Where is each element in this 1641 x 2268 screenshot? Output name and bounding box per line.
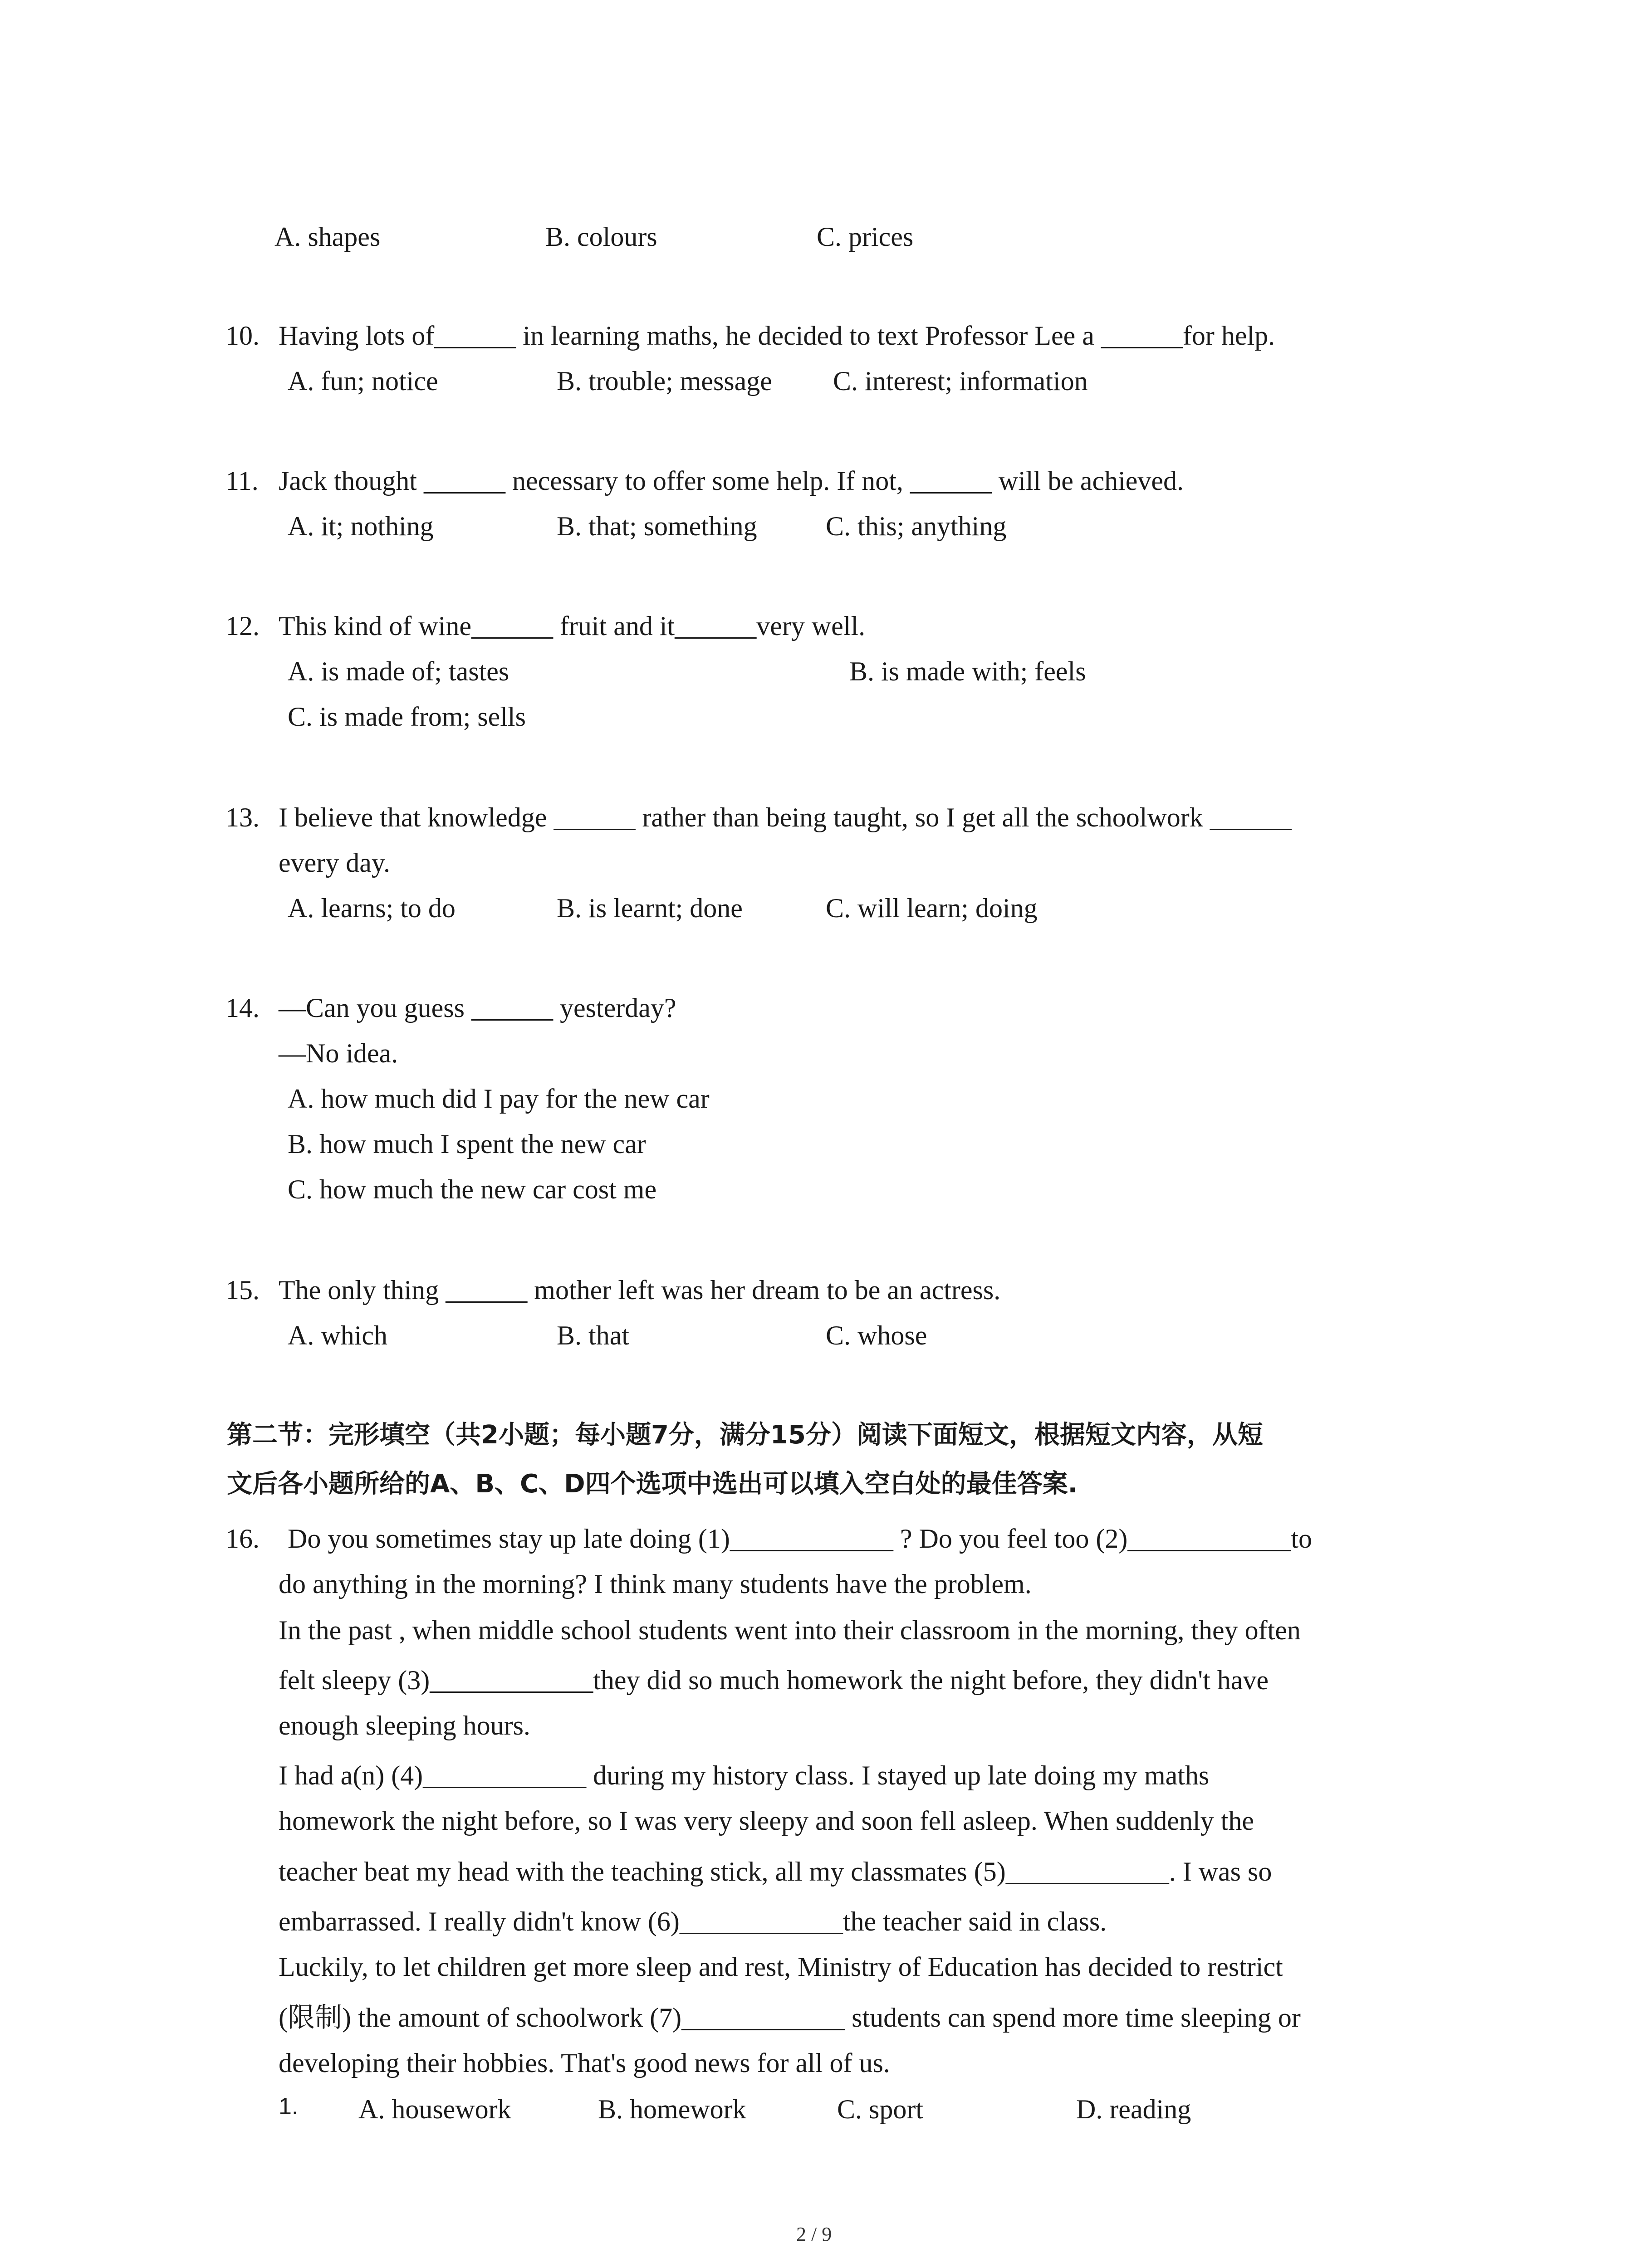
q9-option-c: C. prices	[817, 222, 914, 252]
q16-passage-line: developing their hobbies. That's good news for all of us.	[279, 2048, 890, 2078]
q16-passage-line: do anything in the morning? I think many students have the problem.	[279, 1569, 1032, 1599]
q10-option-c: C. interest; information	[833, 366, 1088, 396]
q16-passage-line: Do you sometimes stay up late doing (1)____________ ? Do you feel too (2)____________to	[288, 1524, 1313, 1554]
q16-passage-line: embarrassed. I really didn't know (6)____________the teacher said in class.	[279, 1906, 1107, 1936]
q15-stem: The only thing ______ mother left was her dream to be an actress.	[279, 1275, 1001, 1305]
q10-stem: Having lots of______ in learning maths, he decided to text Professor Lee a ______for help.	[279, 321, 1275, 351]
q15-option-c: C. whose	[826, 1320, 927, 1350]
q14-option-c: C. how much the new car cost me	[288, 1174, 657, 1204]
q13-option-b: B. is learnt; done	[557, 893, 743, 923]
q12-option-c: C. is made from; sells	[288, 702, 526, 732]
q16-number: 16.	[225, 1524, 260, 1554]
q13-number: 13.	[225, 802, 260, 832]
q14-stem-line-2: —No idea.	[279, 1038, 398, 1068]
q16-sub1-option-a: A. housework	[358, 2094, 511, 2124]
q12-option-a: A. is made of; tastes	[288, 656, 509, 686]
q11-option-a: A. it; nothing	[288, 511, 434, 541]
q10-option-a: A. fun; notice	[288, 366, 438, 396]
q14-option-a: A. how much did I pay for the new car	[288, 1084, 710, 1114]
q12-stem: This kind of wine______ fruit and it______very well.	[279, 611, 866, 641]
q15-option-b: B. that	[557, 1320, 629, 1350]
q13-stem-line-1: I believe that knowledge ______ rather than being taught, so I get all the schoolwork ______	[279, 802, 1292, 832]
q15-number: 15.	[225, 1275, 260, 1305]
q16-passage-line: homework the night before, so I was very sleepy and soon fell asleep. When suddenly the	[279, 1806, 1254, 1836]
q16-passage-line: I had a(n) (4)____________ during my history class. I stayed up late doing my maths	[279, 1760, 1210, 1790]
q16-passage-line: enough sleeping hours.	[279, 1711, 530, 1740]
q9-option-b: B. colours	[545, 222, 657, 252]
q16-passage-line: teacher beat my head with the teaching stick, all my classmates (5)____________. I was so	[279, 1857, 1272, 1887]
q12-option-b: B. is made with; feels	[849, 656, 1086, 686]
q13-stem-line-2: every day.	[279, 848, 390, 878]
q10-number: 10.	[225, 321, 260, 351]
q13-option-a: A. learns; to do	[288, 893, 456, 923]
q16-passage-line: (限制) the amount of schoolwork (7)____________ students can spend more time sleeping or	[279, 2003, 1301, 2033]
q16-sub1-option-d: D. reading	[1076, 2094, 1191, 2124]
page-number: 2 / 9	[796, 2223, 832, 2245]
section-heading-line-2: 文后各小题所给的A、B、C、D四个选项中选出可以填入空白处的最佳答案.	[227, 1469, 1078, 1499]
section-heading-line-1: 第二节：完形填空（共2小题；每小题7分，满分15分）阅读下面短文，根据短文内容，从短	[227, 1420, 1263, 1450]
q16-passage-line: Luckily, to let children get more sleep and rest, Ministry of Education has decided to restrict	[279, 1952, 1283, 1982]
q10-option-b: B. trouble; message	[557, 366, 772, 396]
q16-sub1-option-b: B. homework	[598, 2094, 746, 2124]
q11-option-b: B. that; something	[557, 511, 757, 541]
q9-option-a: A. shapes	[274, 222, 381, 252]
q11-option-c: C. this; anything	[826, 511, 1007, 541]
q16-sub1-number: 1.	[279, 2093, 299, 2120]
q16-sub1-option-c: C. sport	[837, 2094, 924, 2124]
q16-passage-line: In the past , when middle school students went into their classroom in the morning, they often	[279, 1615, 1301, 1645]
q14-stem-line-1: —Can you guess ______ yesterday?	[279, 993, 676, 1023]
q11-stem: Jack thought ______ necessary to offer some help. If not, ______ will be achieved.	[279, 466, 1184, 496]
q12-number: 12.	[225, 611, 260, 641]
q13-option-c: C. will learn; doing	[826, 893, 1038, 923]
q15-option-a: A. which	[288, 1320, 387, 1350]
q14-number: 14.	[225, 993, 260, 1023]
q14-option-b: B. how much I spent the new car	[288, 1129, 646, 1159]
q11-number: 11.	[225, 466, 259, 496]
q16-passage-line: felt sleepy (3)____________they did so much homework the night before, they didn't have	[279, 1665, 1269, 1695]
